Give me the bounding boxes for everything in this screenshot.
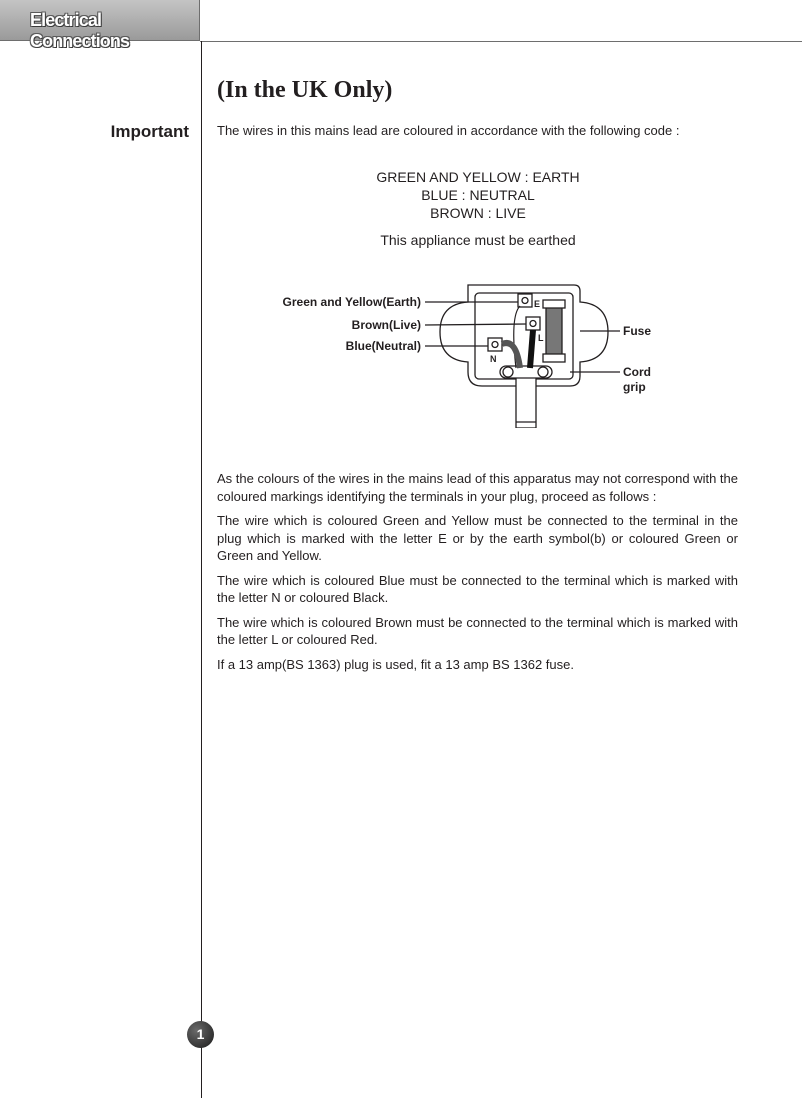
live-label: Brown(Live) bbox=[351, 318, 421, 332]
cord-label-line2: grip bbox=[623, 380, 646, 394]
margin-rule bbox=[201, 41, 202, 1098]
neutral-terminal bbox=[488, 338, 502, 351]
earth-label: Green and Yellow(Earth) bbox=[282, 295, 421, 309]
section-tab bbox=[0, 0, 200, 51]
neutral-label: Blue(Neutral) bbox=[345, 339, 421, 353]
live-wire bbox=[530, 330, 533, 368]
terminal-n-label: N bbox=[490, 354, 497, 364]
instruction-paragraph: The wire which is coloured Green and Yellow must be connected to the terminal in the plug which is marked with the letter E or by the earth symbol(b) or coloured Green or Green and Yellow. bbox=[217, 513, 738, 563]
instruction-paragraph: The wire which is coloured Blue must be connected to the terminal which is marked with the letter N or coloured Black. bbox=[217, 572, 738, 605]
colour-code-earth: GREEN AND YELLOW : EARTH bbox=[376, 169, 580, 185]
page-number-badge: 1 bbox=[187, 1021, 214, 1048]
live-terminal bbox=[526, 317, 540, 330]
earth-terminal bbox=[518, 294, 532, 307]
cord-label-line1: Cord bbox=[623, 365, 651, 379]
fuse-label: Fuse bbox=[623, 324, 652, 338]
sidebar-heading: Important bbox=[110, 122, 189, 141]
section-tab-label: Electrical Connections bbox=[30, 10, 130, 51]
terminal-l-label: L bbox=[538, 333, 544, 343]
colour-code-live: BROWN : LIVE bbox=[430, 205, 526, 221]
header-rule bbox=[200, 41, 802, 42]
terminal-e-label: E bbox=[534, 299, 541, 309]
instruction-paragraph: If a 13 amp(BS 1363) plug is used, fit a 13 amp BS 1362 fuse. bbox=[217, 656, 574, 672]
plug-wiring-diagram bbox=[270, 276, 670, 428]
instruction-paragraph: The wire which is coloured Brown must be connected to the terminal which is marked with the letter L or coloured Red. bbox=[217, 614, 738, 647]
page-title: (In the UK Only) bbox=[217, 77, 393, 103]
colour-code-neutral: BLUE : NEUTRAL bbox=[421, 187, 535, 203]
cord bbox=[516, 376, 536, 428]
intro-text: The wires in this mains lead are coloured in accordance with the following code : bbox=[217, 123, 680, 138]
fuse bbox=[546, 304, 562, 358]
instruction-paragraph: As the colours of the wires in the mains lead of this apparatus may not correspond with the coloured markings identifying the terminals in your plug, proceed as follows : bbox=[217, 471, 738, 504]
instructions bbox=[217, 470, 738, 680]
colour-code-list bbox=[328, 168, 628, 222]
earthed-note: This appliance must be earthed bbox=[380, 232, 576, 248]
